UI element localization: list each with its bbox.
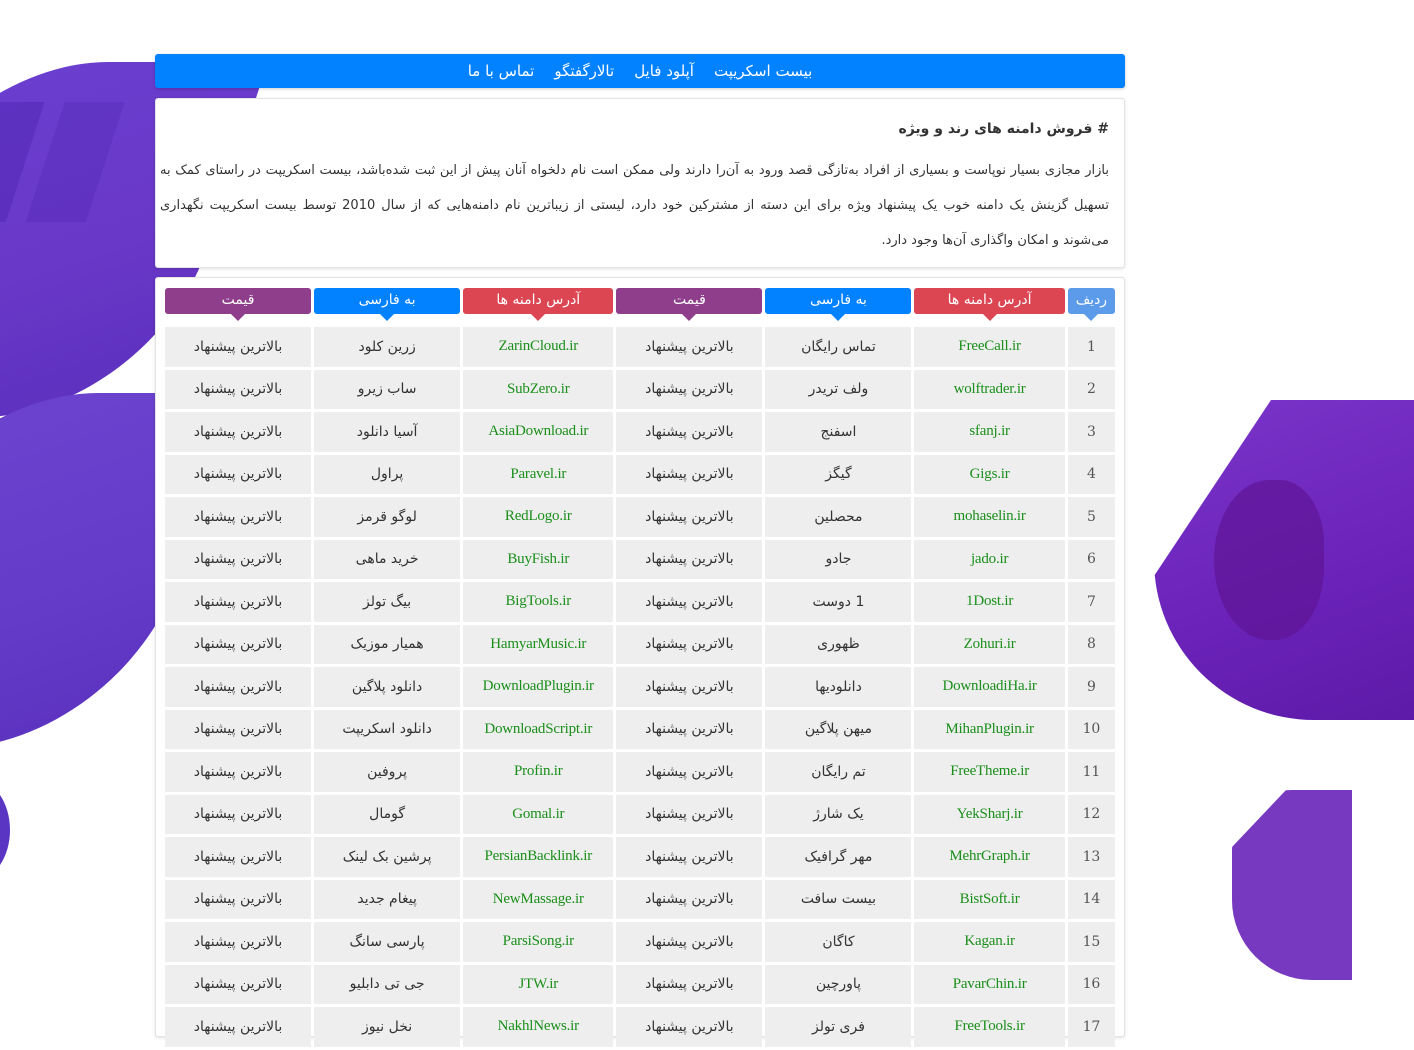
farsi-name-cell-2: دانلود پلاگین [314,667,460,707]
farsi-name-cell: پاورچین [765,965,911,1005]
page-title: # فروش دامنه های رند و ویژه [898,121,1109,137]
domain-link[interactable]: Profin.ir [513,763,563,780]
table-row [165,837,1115,877]
domain-cell [914,412,1064,452]
price-cell-2: بالاترین پیشنهاد [165,497,311,537]
domain-link[interactable]: PersianBacklink.ir [484,848,593,865]
domain-cell [914,667,1064,707]
row-number: 2 [1068,370,1115,410]
row-number: 3 [1068,412,1115,452]
page-container [155,54,1125,1037]
price-cell-2: بالاترین پیشنهاد [165,540,311,580]
domain-link[interactable]: MihanPlugin.ir [945,720,1034,737]
domain-link[interactable]: FreeTools.ir [954,1018,1025,1035]
domain-cell [914,837,1064,877]
domain-cell-2 [463,922,613,962]
table-row [165,965,1115,1005]
farsi-name-cell-2: لوگو قرمز [314,497,460,537]
table-row [165,667,1115,707]
row-number: 12 [1068,795,1115,835]
domain-cell [914,965,1064,1005]
table-row [165,540,1115,580]
domain-cell-2 [463,667,613,707]
price-cell-2: بالاترین پیشنهاد [165,752,311,792]
domain-link[interactable]: mohaselin.ir [953,508,1026,525]
domain-cell-2 [463,625,613,665]
row-number: 6 [1068,540,1115,580]
farsi-name-cell: بیست سافت [765,880,911,920]
domain-link[interactable]: AsiaDownload.ir [488,423,589,440]
domain-link[interactable]: JTW.ir [518,975,559,992]
farsi-name-cell-2: نخل نیوز [314,1007,460,1047]
price-cell-2: بالاترین پیشنهاد [165,582,311,622]
farsi-name-cell-2: پارسی سانگ [314,922,460,962]
header-price: قیمت [616,288,762,324]
table-row [165,370,1115,410]
price-cell: بالاترین پیشنهاد [616,667,762,707]
price-cell-2: بالاترین پیشنهاد [165,710,311,750]
price-cell-2: بالاترین پیشنهاد [165,965,311,1005]
farsi-name-cell-2: پرشین بک لینک [314,837,460,877]
domain-cell [914,455,1064,495]
price-cell-2: بالاترین پیشنهاد [165,795,311,835]
price-cell: بالاترین پیشنهاد [616,412,762,452]
farsi-name-cell-2: زرین کلود [314,327,460,367]
nav-link-contact[interactable]: تماس با ما [467,62,535,80]
domain-cell [914,795,1064,835]
farsi-name-cell-2: ساب زیرو [314,370,460,410]
domain-cell-2 [463,497,613,537]
farsi-name-cell: تم رایگان [765,752,911,792]
domain-link[interactable]: MehrGraph.ir [949,848,1030,865]
domain-cell [914,370,1064,410]
table-row [165,582,1115,622]
price-cell: بالاترین پیشنهاد [616,710,762,750]
domain-link[interactable]: RedLogo.ir [504,508,572,525]
domain-cell [914,327,1064,367]
domain-link[interactable]: BistSoft.ir [959,890,1020,907]
domain-link[interactable]: NakhlNews.ir [497,1018,579,1035]
table-row [165,327,1115,367]
price-cell: بالاترین پیشنهاد [616,455,762,495]
domain-link[interactable]: ParsiSong.ir [502,933,574,950]
domain-link[interactable]: DownloadPlugin.ir [482,678,594,695]
table-row [165,922,1115,962]
nav-link-bistscript[interactable]: بیست اسکریپت [713,62,813,80]
farsi-name-cell: میهن پلاگین [765,710,911,750]
domain-link[interactable]: Paravel.ir [510,465,567,482]
price-cell: بالاترین پیشنهاد [616,582,762,622]
farsi-name-cell-2: آسیا دانلود [314,412,460,452]
domain-cell-2 [463,880,613,920]
row-number: 11 [1068,752,1115,792]
farsi-name-cell: جادو [765,540,911,580]
price-cell: بالاترین پیشنهاد [616,837,762,877]
header-farsi-2: به فارسی [314,288,460,324]
farsi-name-cell-2: جی تی دابلیو [314,965,460,1005]
row-number: 5 [1068,497,1115,537]
table-header-row [165,288,1115,324]
price-cell-2: بالاترین پیشنهاد [165,455,311,495]
domain-cell [914,752,1064,792]
row-number: 13 [1068,837,1115,877]
domain-cell-2 [463,327,613,367]
domain-link[interactable]: BigTools.ir [505,593,572,610]
table-row [165,1007,1115,1047]
farsi-name-cell-2: پروفین [314,752,460,792]
price-cell-2: بالاترین پیشنهاد [165,922,311,962]
farsi-name-cell-2: دانلود اسکریپت [314,710,460,750]
table-row [165,795,1115,835]
farsi-name-cell-2: همیار موزیک [314,625,460,665]
farsi-name-cell: 1 دوست [765,582,911,622]
price-cell: بالاترین پیشنهاد [616,880,762,920]
table-body [165,327,1115,1047]
farsi-name-cell: فری تولز [765,1007,911,1047]
farsi-name-cell: محصلین [765,497,911,537]
domain-cell [914,497,1064,537]
domain-cell [914,922,1064,962]
table-row [165,880,1115,920]
domain-link[interactable]: YekSharj.ir [956,805,1023,822]
top-navbar [155,54,1125,88]
intro-card [155,98,1125,268]
row-number: 1 [1068,327,1115,367]
domain-link[interactable]: BuyFish.ir [507,550,570,567]
header-price-2: قیمت [165,288,311,324]
intro-description: بازار مجازی بسیار نوپاست و بسیاری از افراد به‌تازگی قصد ورود به آن‌را دارند ولی ممکن است نام دلخواه آنان پیش از این ثبت شده‌باشد، بیست اسکریپت در راستای کمک به تسهیل گزینش یک دامنه خوب یک پیشنهاد ویژه برای این دسته از مشترکین خود دارد، لیستی از زیباترین نام دامنه‌هایی که از سال 2010 توسط بیست اسکریپت نگهداری می‌شوند و امکان واگذاری آن‌ها وجود دارد. [160,163,1109,248]
farsi-name-cell: ولف تریدر [765,370,911,410]
domains-table-card [155,277,1125,1037]
price-cell: بالاترین پیشنهاد [616,752,762,792]
price-cell: بالاترین پیشنهاد [616,1007,762,1047]
nav-link-forum[interactable]: تالارگفتگو [554,62,615,80]
domain-cell-2 [463,412,613,452]
domain-cell-2 [463,965,613,1005]
domain-cell-2 [463,752,613,792]
domain-link[interactable]: ZarinCloud.ir [498,338,578,355]
domain-link[interactable]: wolftrader.ir [953,380,1026,397]
price-cell: بالاترین پیشنهاد [616,625,762,665]
domain-cell [914,625,1064,665]
table-row [165,455,1115,495]
header-row-number: ردیف [1068,288,1115,324]
domain-cell-2 [463,837,613,877]
decorative-background-shape [1232,790,1352,980]
domain-cell-2 [463,370,613,410]
farsi-name-cell: دانلودیها [765,667,911,707]
domain-link[interactable]: sfanj.ir [969,423,1010,440]
domain-cell-2 [463,1007,613,1047]
farsi-name-cell: کاگان [765,922,911,962]
nav-link-upload-file[interactable]: آپلود فایل [634,62,694,80]
price-cell-2: بالاترین پیشنهاد [165,327,311,367]
domain-cell [914,880,1064,920]
domain-link[interactable]: Gomal.ir [512,805,565,822]
domain-link[interactable]: PavarChin.ir [952,975,1027,992]
header-domain: آدرس دامنه ها [914,288,1064,324]
domain-link[interactable]: Kagan.ir [964,933,1015,950]
price-cell-2: بالاترین پیشنهاد [165,370,311,410]
row-number: 10 [1068,710,1115,750]
domain-cell-2 [463,795,613,835]
farsi-name-cell: تماس رایگان [765,327,911,367]
header-domain-2: آدرس دامنه ها [463,288,613,324]
domain-link[interactable]: Zohuri.ir [963,635,1016,652]
price-cell: بالاترین پیشنهاد [616,497,762,537]
price-cell: بالاترین پیشنهاد [616,922,762,962]
header-farsi: به فارسی [765,288,911,324]
farsi-name-cell: ظهوری [765,625,911,665]
domain-link[interactable]: FreeCall.ir [958,338,1021,355]
domain-link[interactable]: Gigs.ir [969,465,1010,482]
price-cell-2: بالاترین پیشنهاد [165,880,311,920]
decorative-background-photo-shape [1154,400,1414,720]
price-cell-2: بالاترین پیشنهاد [165,412,311,452]
price-cell: بالاترین پیشنهاد [616,540,762,580]
price-cell: بالاترین پیشنهاد [616,327,762,367]
price-cell: بالاترین پیشنهاد [616,795,762,835]
price-cell-2: بالاترین پیشنهاد [165,1007,311,1047]
farsi-name-cell-2: گومال [314,795,460,835]
domain-link[interactable]: NewMassage.ir [492,890,584,907]
decorative-background-shape [0,780,10,880]
row-number: 17 [1068,1007,1115,1047]
price-cell: بالاترین پیشنهاد [616,965,762,1005]
domain-link[interactable]: jado.ir [970,550,1009,567]
domain-cell-2 [463,710,613,750]
row-number: 7 [1068,582,1115,622]
domain-link[interactable]: DownloadiHa.ir [942,678,1037,695]
domain-cell-2 [463,582,613,622]
farsi-name-cell: مهر گرافیک [765,837,911,877]
farsi-name-cell-2: بیگ تولز [314,582,460,622]
farsi-name-cell-2: پراول [314,455,460,495]
farsi-name-cell-2: پیغام جدید [314,880,460,920]
domain-link[interactable]: HamyarMusic.ir [490,635,587,652]
domain-cell-2 [463,540,613,580]
table-row [165,625,1115,665]
farsi-name-cell-2: خرید ماهی [314,540,460,580]
domain-cell [914,710,1064,750]
row-number: 4 [1068,455,1115,495]
row-number: 8 [1068,625,1115,665]
domain-cell-2 [463,455,613,495]
row-number: 15 [1068,922,1115,962]
farsi-name-cell: اسفنج [765,412,911,452]
price-cell-2: بالاترین پیشنهاد [165,625,311,665]
price-cell-2: بالاترین پیشنهاد [165,837,311,877]
domain-link[interactable]: FreeTheme.ir [950,763,1030,780]
table-row [165,412,1115,452]
domain-cell [914,540,1064,580]
domains-table [162,285,1118,1050]
table-row [165,497,1115,537]
row-number: 16 [1068,965,1115,1005]
price-cell-2: بالاترین پیشنهاد [165,667,311,707]
row-number: 9 [1068,667,1115,707]
table-row [165,710,1115,750]
row-number: 14 [1068,880,1115,920]
domain-link[interactable]: SubZero.ir [506,380,570,397]
table-row [165,752,1115,792]
price-cell: بالاترین پیشنهاد [616,370,762,410]
farsi-name-cell: گیگز [765,455,911,495]
domain-cell [914,1007,1064,1047]
domain-link[interactable]: DownloadScript.ir [484,720,593,737]
farsi-name-cell: یک شارژ [765,795,911,835]
domain-cell [914,582,1064,622]
domain-link[interactable]: 1Dost.ir [966,593,1014,610]
